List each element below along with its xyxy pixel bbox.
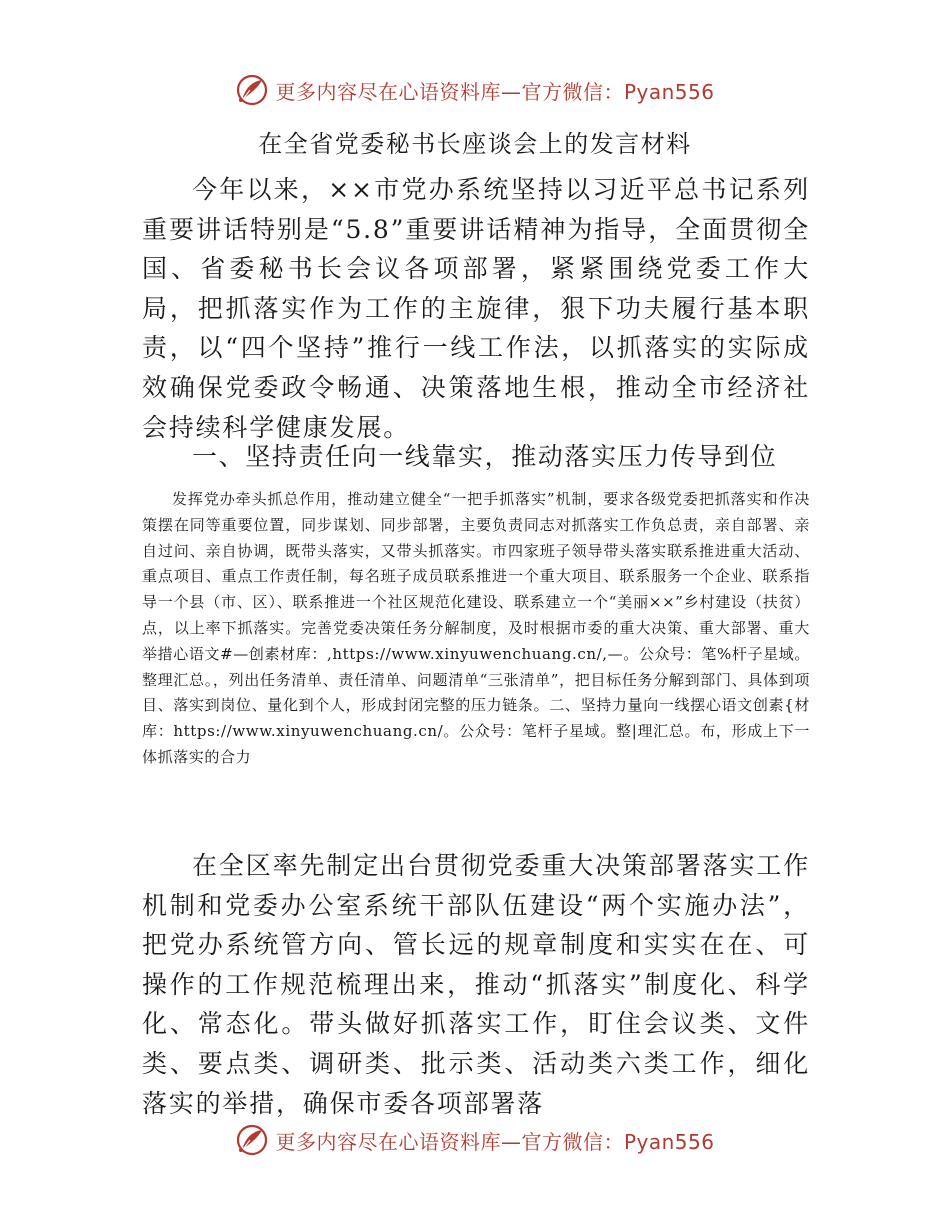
body-paragraph-small: 发挥党办牵头抓总作用，推动建立健全“一把手抓落实”机制，要求各级党委把抓落实和作决策摆在同等重要位置，同步谋划、同步部署，主要负责同志对抓落实工作负总责，亲自部署、亲自过问、亲自协调，既带头落实，又带头抓落实。市四家班子领导带头落实联系推进重大活动、重点项目、重点工作责任制，每名班子成员联系推进一个重大项目、联系服务一个企业、联系指导一个县（市、区）、联系推进一个社区规范化建设、联系建立一个“美丽××”乡村建设（扶贫）点，以上率下抓落实。完善党委决策任务分解制度，及时根据市委的重大决策、重大部署、重大举措心语文#—创素材库：,https://www.xinyuwenchuang.cn/,—。公众号：笔%杆子星域。整理汇总。，列出任务清单、责任清单、问题清单“三张清单”，把目标任务分解到部门、具体到项目、落实到岗位、量化到个人，形成封闭完整的压力链条。二、坚持力量向一线摆心语文创素{材库：https://www.xinyuwenchuang.cn/。公众号：笔杆子星域。整|理汇总。布，形成上下一体抓落实的合力 bbox=[142, 490, 810, 766]
body-paragraph-continued: 在全区率先制定出台贯彻党委重大决策部署落实工作机制和党委办公室系统干部队伍建设“两个实施办法”，把党办系统管方向、管长远的规章制度和实实在在、可操作的工作规范梳理出来，推动“抓落实”制度化、科学化、常态化。带头做好抓落实工作，盯住会议类、文件类、要点类、调研类、批示类、活动类六类工作，细化落实的举措，确保市委各项部署落 bbox=[142, 851, 810, 1118]
header-watermark-banner bbox=[0, 70, 950, 110]
pen-logo-icon bbox=[235, 1123, 269, 1157]
section-heading-1: 一、坚持责任向一线靠实，推动落实压力传导到位 bbox=[192, 442, 778, 471]
footer-watermark-banner bbox=[0, 1120, 950, 1160]
watermark-text: 更多内容尽在心语资料库—官方微信：Pyan556 bbox=[275, 1129, 715, 1154]
watermark-text: 更多内容尽在心语资料库—官方微信：Pyan556 bbox=[275, 79, 715, 104]
pen-logo-icon bbox=[235, 73, 269, 107]
intro-paragraph: 今年以来，××市党办系统坚持以习近平总书记系列重要讲话特别是“5.8”重要讲话精神为指导，全面贯彻全国、省委秘书长会议各项部署，紧紧围绕党委工作大局，把抓落实作为工作的主旋律，狠下功夫履行基本职责，以“四个坚持”推行一线工作法，以抓落实的实际成效确保党委政令畅通、决策落地生根，推动全市经济社会持续科学健康发展。 bbox=[142, 175, 810, 442]
document-title: 在全省党委秘书长座谈会上的发言材料 bbox=[258, 130, 692, 158]
